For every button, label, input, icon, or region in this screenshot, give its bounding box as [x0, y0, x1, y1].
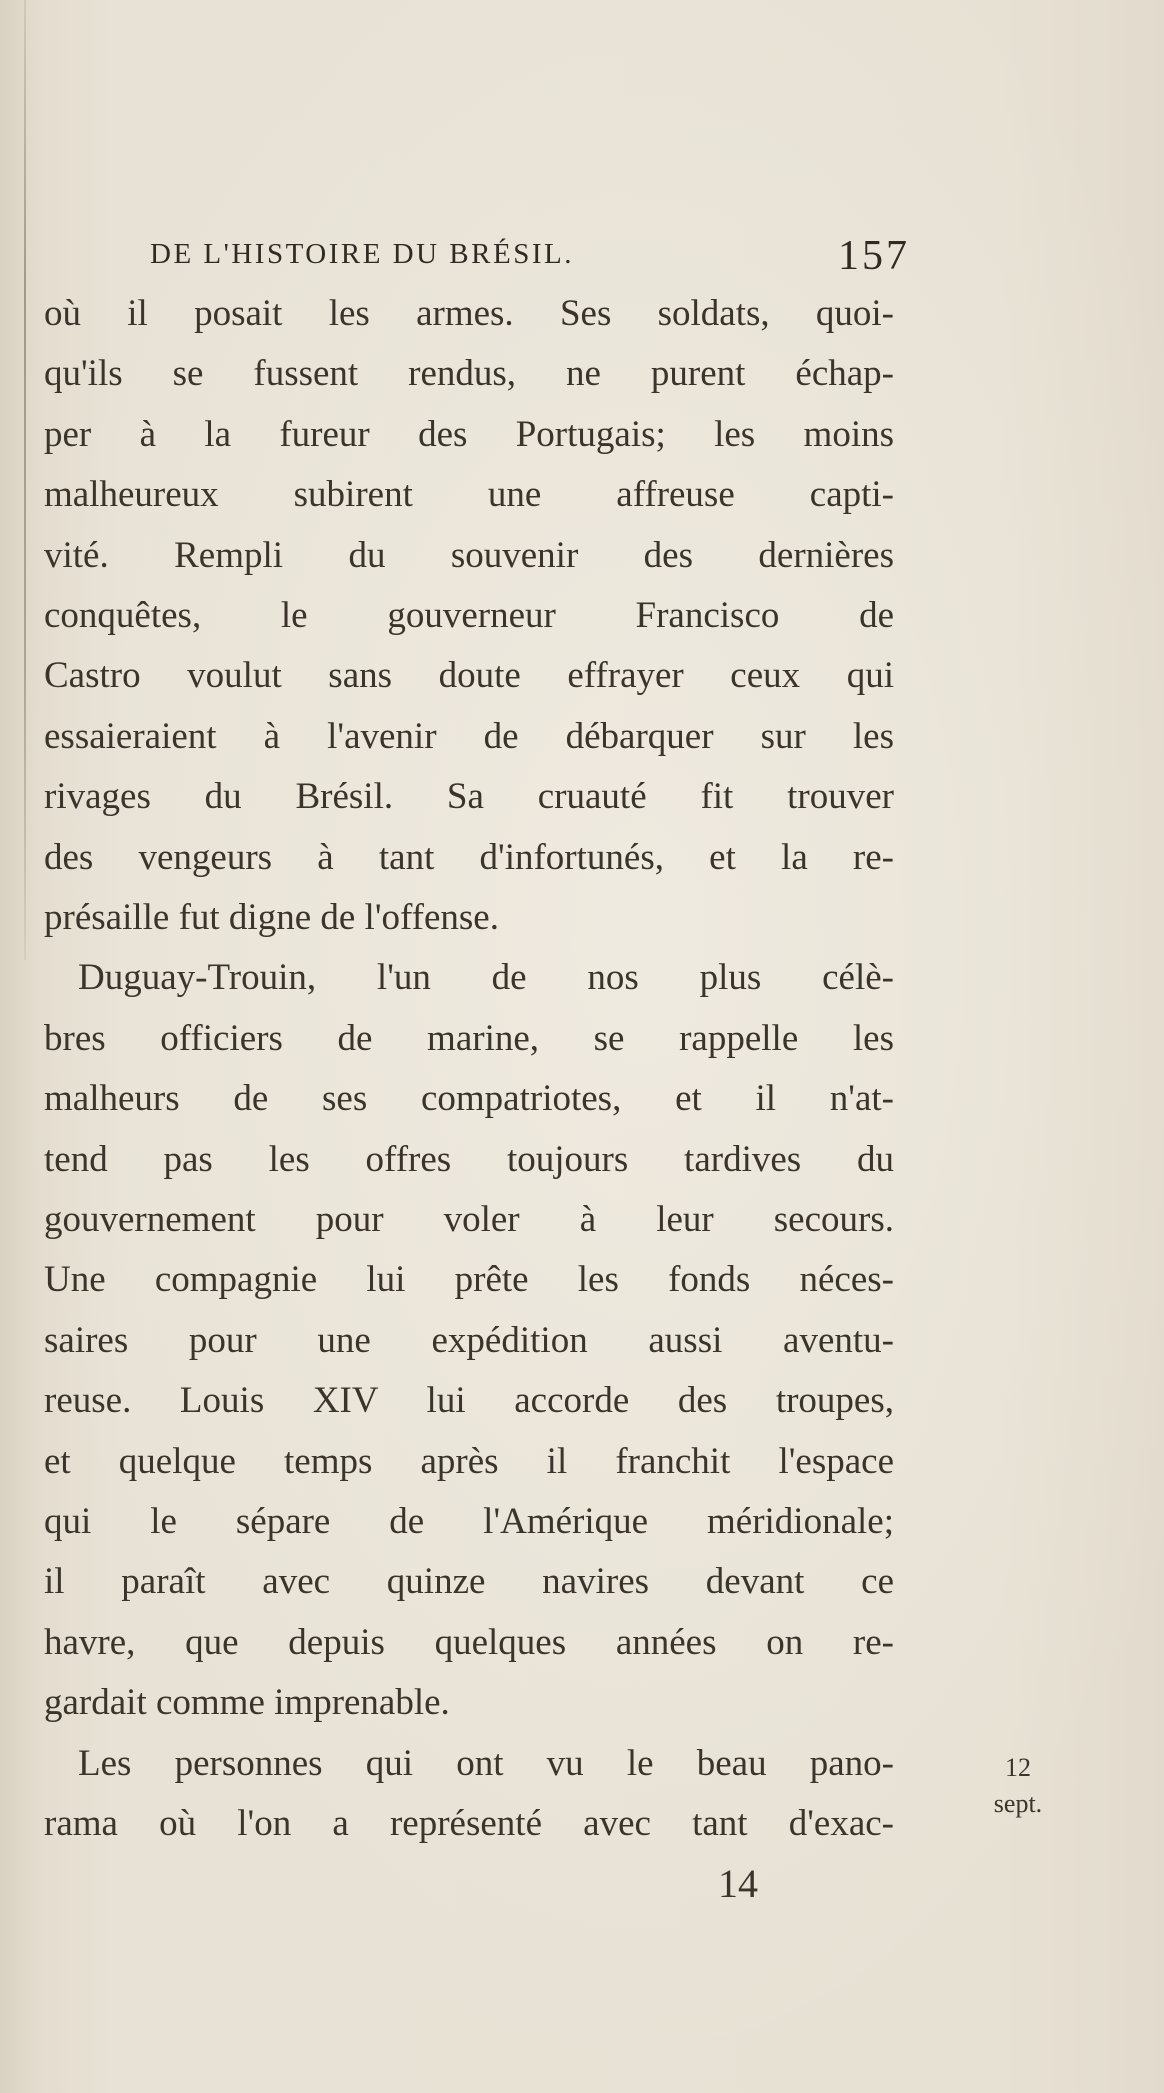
text-line: saires pour une expédition aussi aventu-	[44, 1319, 894, 1361]
text-line: vité. Rempli du souvenir des dernières	[44, 534, 894, 576]
text-line: rivages du Brésil. Sa cruauté fit trouver	[44, 776, 894, 818]
text-line: malheurs de ses compatriotes, et il n'at-	[44, 1078, 894, 1120]
text-line: qui le sépare de l'Amérique méridionale;	[44, 1501, 894, 1542]
text-line: Les personnes qui ont vu le beau pano-	[78, 1742, 894, 1784]
text-line: Une compagnie lui prête les fonds néces-	[44, 1259, 894, 1301]
text-line: gardait comme imprenable.	[44, 1682, 450, 1724]
text-line: gouvernement pour voler à leur secours.	[44, 1199, 894, 1240]
text-line: où il posait les armes. Ses soldats, quoi-	[44, 293, 894, 334]
text-line: per à la fureur des Portugais; les moins	[44, 413, 894, 455]
text-line: malheureux subirent une affreuse capti-	[44, 474, 894, 516]
text-line: essaieraient à l'avenir de débarquer sur les	[44, 715, 894, 757]
text-line: et quelque temps après il franchit l'espace	[44, 1440, 894, 1482]
text-line: havre, que depuis quelques années on re-	[44, 1621, 894, 1663]
text-line: reuse. Louis XIV lui accorde des troupes,	[44, 1380, 894, 1422]
text-line: Castro voulut sans doute effrayer ceux qui	[44, 655, 894, 697]
binding-gutter	[24, 0, 26, 960]
text-line: qu'ils se fussent rendus, ne purent échap-	[44, 353, 894, 395]
text-line: conquêtes, le gouverneur Francisco de	[44, 595, 894, 636]
text-line: rama où l'on a représenté avec tant d'exac-	[44, 1803, 894, 1844]
margin-note	[968, 1750, 1068, 1822]
text-line: présaille fut digne de l'offense.	[44, 897, 499, 938]
text-line: des vengeurs à tant d'infortunés, et la re-	[44, 836, 894, 878]
running-head: DE L'HISTOIRE DU BRÉSIL.	[150, 238, 574, 270]
text-line: il paraît avec quinze navires devant ce	[44, 1561, 894, 1603]
page-number: 157	[838, 233, 910, 279]
page-header	[150, 232, 910, 279]
text-line: tend pas les offres toujours tardives du	[44, 1138, 894, 1180]
margin-note-month: sept.	[993, 1789, 1043, 1818]
text-line: Duguay-Trouin, l'un de nos plus célè-	[78, 957, 894, 999]
text-line: bres officiers de marine, se rappelle les	[44, 1017, 894, 1059]
margin-note-day: 12	[1005, 1753, 1031, 1782]
signature-mark: 14	[718, 1861, 758, 1906]
